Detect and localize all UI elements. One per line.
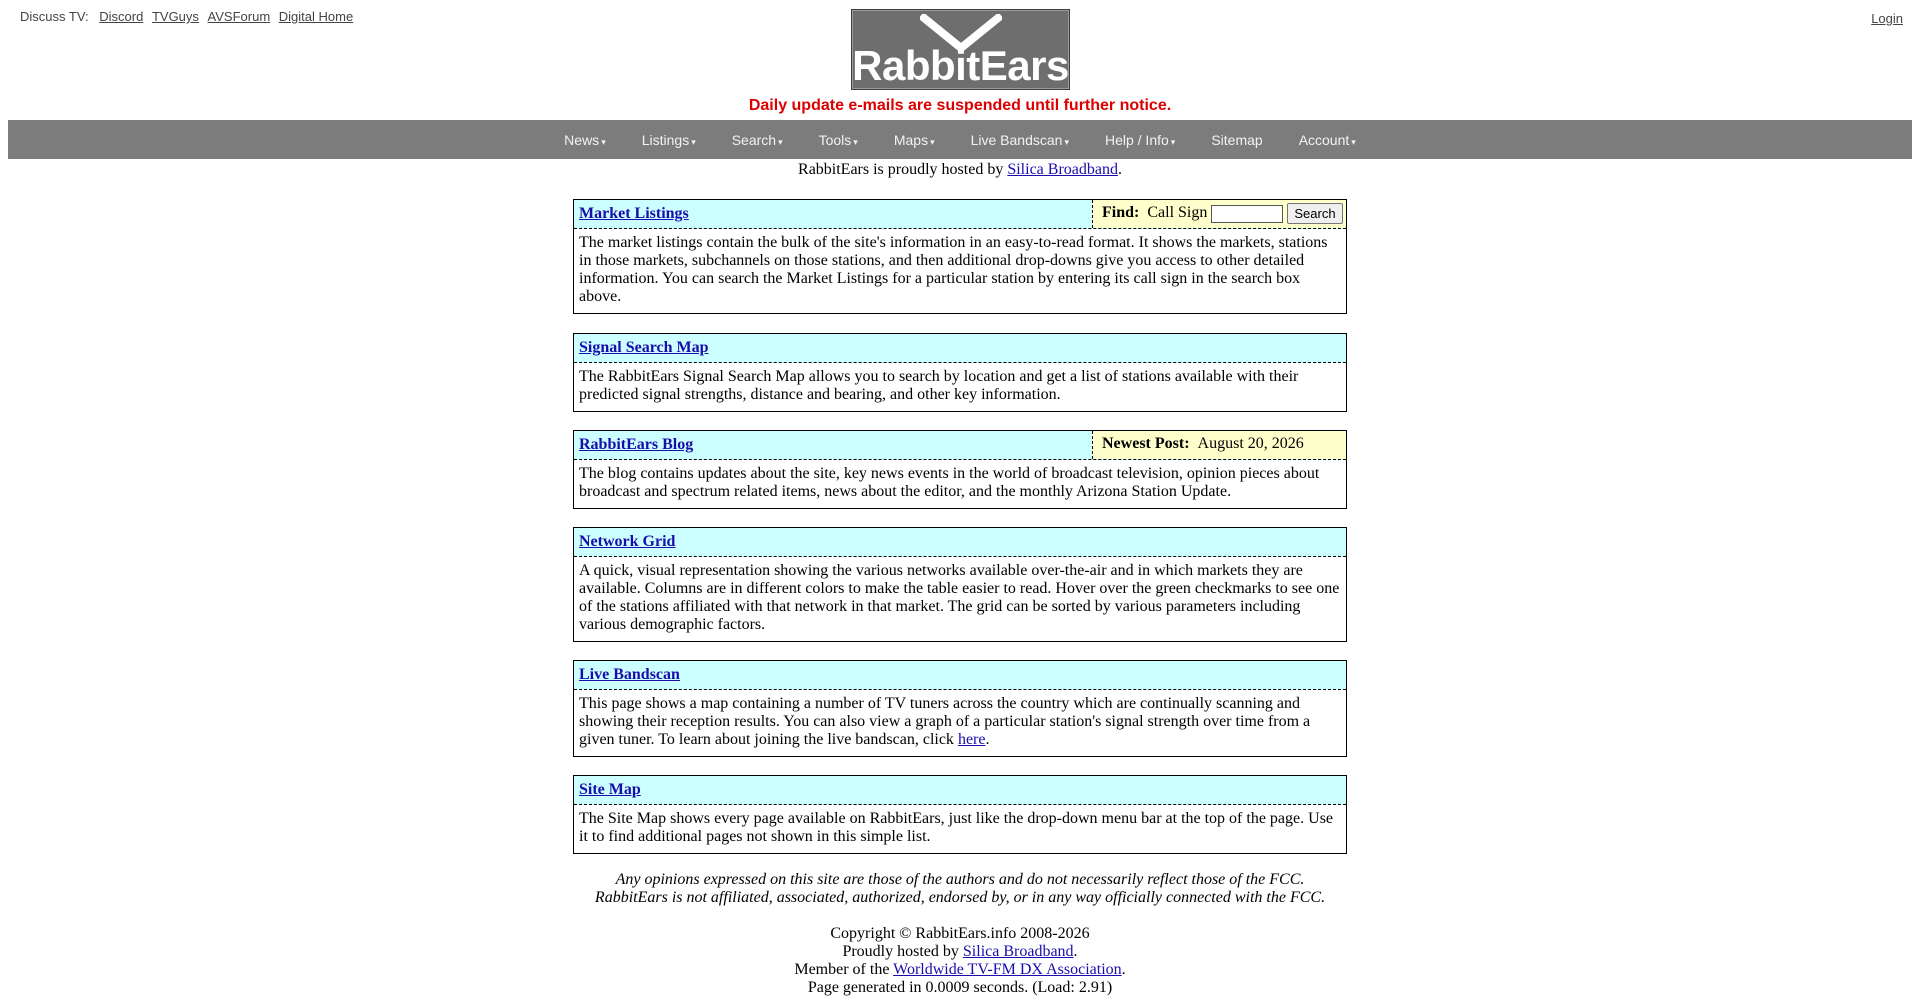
page-generated-info: Page generated in 0.0009 seconds. (Load: 2.91) <box>807 979 1113 996</box>
signal-search-map-box <box>573 333 1347 412</box>
discuss-tv-links <box>20 9 353 24</box>
search-button[interactable]: Search <box>1287 203 1342 224</box>
wtfda-link[interactable]: Worldwide TV-FM DX Association <box>893 961 1122 978</box>
nav-live-bandscan[interactable]: Live Bandscan ▾ <box>970 131 1069 148</box>
find-label: Find: <box>1102 204 1140 221</box>
chevron-down-icon: ▾ <box>1064 136 1069 147</box>
nav-account[interactable]: Account ▾ <box>1298 131 1356 148</box>
newest-post-date: August 20, 2026 <box>1197 435 1304 452</box>
signal-search-map-link[interactable]: Signal Search Map <box>579 339 709 356</box>
hosted-by-line: RabbitEars is proudly hosted by Silica Broadband. <box>798 161 1122 178</box>
signal-search-map-description: The RabbitEars Signal Search Map allows you to search by location and get a list of stations available with their predicted signal strengths, distance and bearing, and other key information. <box>579 368 1299 403</box>
live-bandscan-link[interactable]: Live Bandscan <box>579 666 680 683</box>
chevron-down-icon: ▾ <box>1351 136 1356 147</box>
market-listings-description: The market listings contain the bulk of the site's information in an easy-to-read format. It shows the markets, stations in those markets, subchannels on those stations, and then additional drop-downs give you access to other detailed information. You can search the Market Listings for a particular station by entering its call sign in the search box above. <box>579 234 1328 305</box>
discuss-tv-label: Discuss TV: <box>20 9 89 24</box>
avsforum-link[interactable]: AVSForum <box>207 9 271 24</box>
copyright: Copyright © RabbitEars.info 2008-2026 <box>830 925 1090 942</box>
chevron-down-icon: ▾ <box>853 136 858 147</box>
live-bandscan-box <box>573 660 1347 757</box>
network-grid-description: A quick, visual representation showing the various networks available over-the-air and in which markets they are available. Columns are in different colors to make the table easier to read. Hover over the green checkmarks to see one of the stations affiliated with that network in that market. The grid can be sorted by various parameters including various demographic factors. <box>579 562 1340 633</box>
network-grid-link[interactable]: Network Grid <box>579 533 676 550</box>
chevron-down-icon: ▾ <box>930 136 935 147</box>
chevron-down-icon: ▾ <box>691 136 696 147</box>
site-map-link[interactable]: Site Map <box>579 781 641 798</box>
blog-box <box>573 430 1347 509</box>
network-grid-box <box>573 527 1347 642</box>
footer-silica-broadband-link[interactable]: Silica Broadband <box>962 943 1074 960</box>
logo-text: RabbitEars <box>852 42 1069 89</box>
nav-news[interactable]: News ▾ <box>564 131 606 148</box>
silica-broadband-link[interactable]: Silica Broadband <box>1007 161 1118 178</box>
nav-tools[interactable]: Tools ▾ <box>818 131 858 148</box>
live-bandscan-description: This page shows a map containing a number of TV tuners across the country which are continually scanning and showing their reception results. You can also view a graph of a particular station's signal strength over time from a given tuner. To learn about joining the live bandscan, click here. <box>579 695 1311 748</box>
nav-sitemap[interactable]: Sitemap <box>1211 131 1263 148</box>
nav-listings[interactable]: Listings ▾ <box>641 131 696 148</box>
market-listings-box <box>573 199 1347 314</box>
tvguys-link[interactable]: TVGuys <box>151 9 199 24</box>
nav-maps[interactable]: Maps ▾ <box>893 131 935 148</box>
email-suspended-notice: Daily update e-mails are suspended until further notice. <box>748 97 1172 114</box>
chevron-down-icon: ▾ <box>778 136 783 147</box>
blog-description: The blog contains updates about the site, key news events in the world of broadcast television, opinion pieces about broadcast and spectrum related items, news about the editor, and the monthly Arizona Station Update. <box>579 465 1320 500</box>
nav-search[interactable]: Search ▾ <box>731 131 783 148</box>
chevron-down-icon: ▾ <box>1170 136 1176 147</box>
login-link[interactable]: Login <box>1871 11 1903 26</box>
fcc-disclaimer <box>0 871 1920 907</box>
join-bandscan-here-link[interactable]: here <box>957 731 986 748</box>
rabbitears-logo[interactable] <box>851 9 1070 90</box>
disclaimer-line-2: RabbitEars is not affiliated, associated, authorized, endorsed by, or in any way officially connected with the FCC. <box>594 889 1326 906</box>
call-sign-input[interactable] <box>1211 205 1283 223</box>
newest-post-panel <box>1092 431 1346 459</box>
site-map-description: The Site Map shows every page available on RabbitEars, just like the drop-down menu bar at the top of the page. Use it to find additional pages not shown in this simple list. <box>579 810 1334 845</box>
market-listings-link[interactable]: Market Listings <box>579 205 689 222</box>
site-map-box <box>573 775 1347 854</box>
blog-link[interactable]: RabbitEars Blog <box>579 436 694 453</box>
nav-help-info[interactable]: Help / Info ▾ <box>1104 131 1176 148</box>
footer-hosted-by: Proudly hosted by Silica Broadband. <box>842 943 1078 960</box>
disclaimer-line-1: Any opinions expressed on this site are those of the authors and do not necessarily reflect those of the FCC. <box>615 871 1305 888</box>
page-footer <box>0 925 1920 997</box>
call-sign-label: Call Sign <box>1147 204 1208 221</box>
footer-member-of: Member of the Worldwide TV-FM DX Association. <box>794 961 1126 978</box>
digital-home-link[interactable]: Digital Home <box>278 9 354 24</box>
chevron-down-icon: ▾ <box>601 136 606 147</box>
newest-post-label: Newest Post: <box>1102 435 1190 452</box>
call-sign-search-form <box>1092 200 1346 228</box>
discord-link[interactable]: Discord <box>99 9 144 24</box>
main-nav-bar <box>8 120 1912 159</box>
